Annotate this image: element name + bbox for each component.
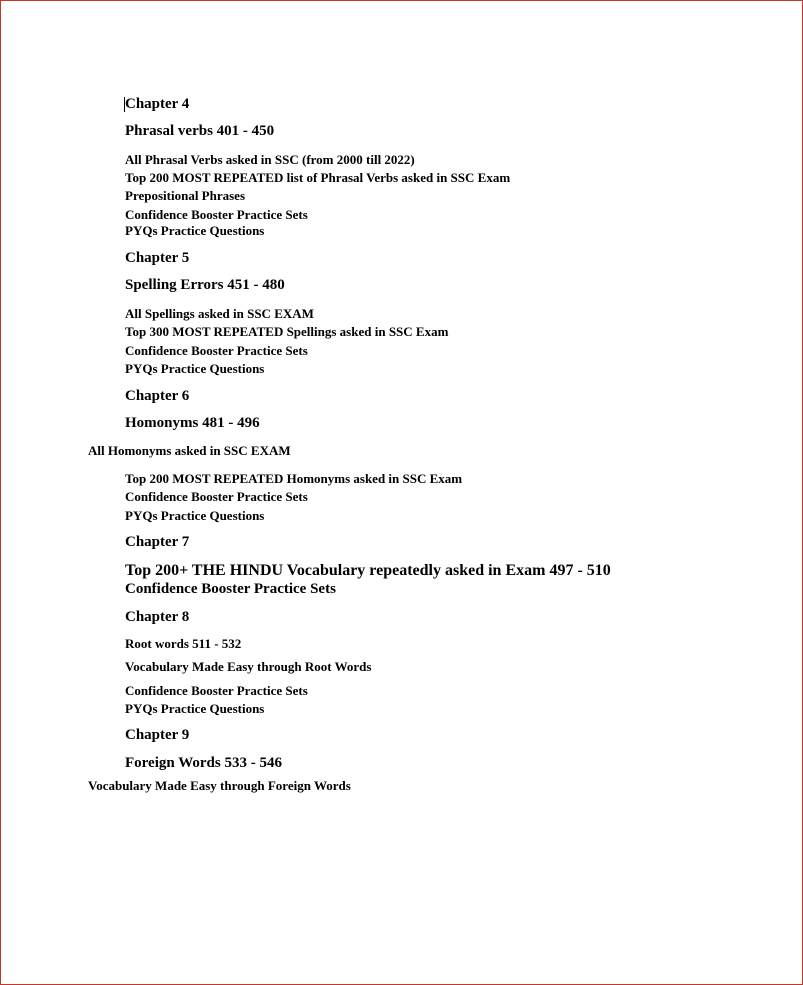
chapter-6-topic: Homonyms 481 - 496 [125, 415, 260, 431]
chapter-4-item: All Phrasal Verbs asked in SSC (from 2000 till 2022) [125, 152, 415, 167]
chapter-5-topic: Spelling Errors 451 - 480 [125, 277, 285, 293]
chapter-9-item: Vocabulary Made Easy through Foreign Words [88, 778, 351, 793]
chapter-6-heading: Chapter 6 [125, 388, 190, 404]
chapter-5-item: Confidence Booster Practice Sets [125, 343, 308, 358]
chapter-4-heading: Chapter 4 [125, 96, 190, 112]
chapter-5-item: Top 300 MOST REPEATED Spellings asked in SSC Exam [125, 324, 449, 339]
chapter-5-item: PYQs Practice Questions [125, 361, 265, 376]
chapter-4-item: Confidence Booster Practice Sets [125, 207, 308, 222]
chapter-5-heading: Chapter 5 [125, 250, 190, 266]
chapter-4-topic: Phrasal verbs 401 - 450 [125, 123, 275, 139]
chapter-4-item: Top 200 MOST REPEATED list of Phrasal Verbs asked in SSC Exam [125, 170, 511, 185]
chapter-9-heading: Chapter 9 [125, 727, 190, 743]
chapter-6-item: All Homonyms asked in SSC EXAM [88, 443, 291, 458]
chapter-8-item: PYQs Practice Questions [125, 701, 265, 716]
chapter-6-item: Top 200 MOST REPEATED Homonyms asked in SSC Exam [125, 471, 463, 486]
chapter-4-item: Prepositional Phrases [125, 188, 246, 203]
chapter-8-item: Vocabulary Made Easy through Root Words [125, 659, 372, 674]
chapter-8-topic: Root words 511 - 532 [125, 636, 242, 651]
chapter-6-item: PYQs Practice Questions [125, 508, 265, 523]
chapter-7-item: Confidence Booster Practice Sets [125, 581, 336, 597]
chapter-7-heading: Chapter 7 [125, 534, 190, 550]
chapter-9-topic: Foreign Words 533 - 546 [125, 755, 282, 771]
chapter-5-item: All Spellings asked in SSC EXAM [125, 306, 314, 321]
chapter-8-heading: Chapter 8 [125, 609, 190, 625]
chapter-6-item: Confidence Booster Practice Sets [125, 489, 308, 504]
chapter-4-item: PYQs Practice Questions [125, 223, 265, 238]
chapter-7-topic: Top 200+ THE HINDU Vocabulary repeatedly asked in Exam 497 - 510 [125, 562, 611, 579]
chapter-8-item: Confidence Booster Practice Sets [125, 683, 308, 698]
